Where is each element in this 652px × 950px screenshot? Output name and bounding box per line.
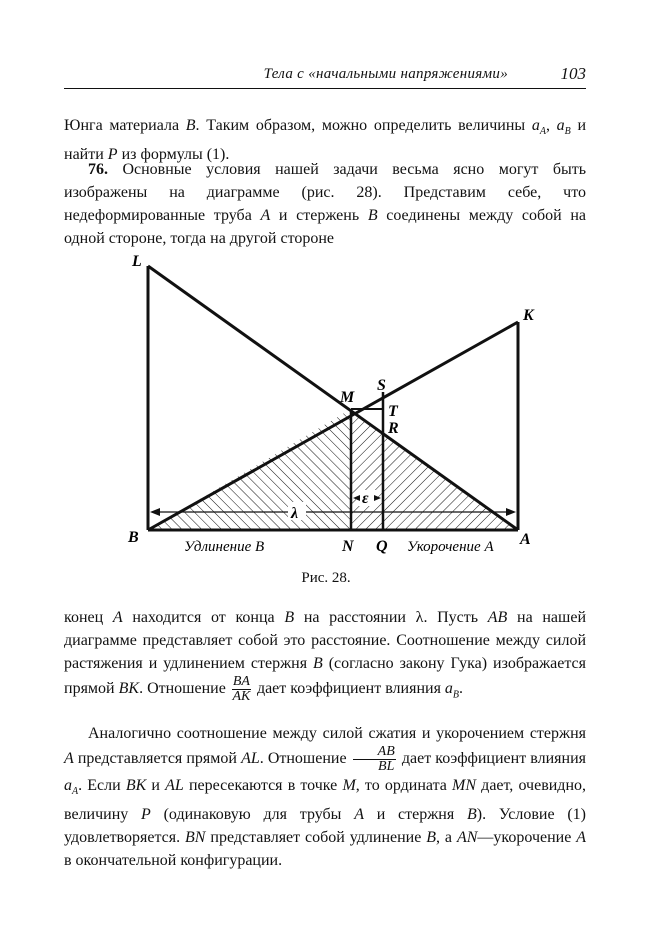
- label-L: L: [132, 253, 142, 270]
- figure-28-diagram: [120, 250, 550, 560]
- label-N: N: [342, 538, 354, 555]
- paragraph-4: Аналогично соотношение между силой сжатия и укорочением стержня A представляется прямой AL. Отношение $\frac{AB}{BL}$ дает коэффициент влияния $a_A$. Если BK и AL пересекаются в точке M, то ордината MN дает, очевидно, величину P (одинаковую для трубы A и стержня B). Условие (1) удовлетворяется. BN представляет собой удлинение B, а AN—укорочение A в окончательной конфигурации.: [64, 725, 587, 870]
- paragraph-1: Юнга материала B. Таким образом, можно определить величины $a_A$, $a_B$ и найти P из формулы (1).: [64, 117, 587, 164]
- label-K: K: [523, 307, 534, 324]
- fraction-AB-BL: $\frac{AB}{BL}$: [353, 745, 396, 774]
- lambda-arrowhead-left: [150, 508, 160, 516]
- label-elongation-B: Удлинение B: [184, 539, 265, 555]
- page-number: 103: [560, 64, 586, 83]
- paragraph-3: конец A находится от конца B на расстоянии λ. Пусть AB на нашей диаграмме представляет собой это расстояние. Соотношение между силой растяжения и удлинением стержня B (согласно закону Гука) изображается прямой BK. Отношение $\frac{BA}{AK}$ дает коэффициент влияния $a_B$.: [64, 609, 587, 704]
- problem-number: 76.: [88, 161, 108, 178]
- paragraph-2: 76. Основные условия нашей задачи весьма ясно могут быть изображены на диаграмме (рис. 28). Представим себе, что недеформированные труба A и стержень B соединены между собой на одной стороне, тогда на другой стороне: [64, 161, 587, 247]
- label-lambda: λ: [291, 505, 299, 522]
- fraction-BA-AK: $\frac{BA}{AK}$: [232, 674, 251, 704]
- label-R: R: [388, 420, 399, 437]
- lambda-arrowhead-right: [506, 508, 516, 516]
- label-A: A: [520, 531, 531, 548]
- running-title: Тела с «начальными напряжениями»: [263, 66, 508, 82]
- page-header: [64, 66, 586, 89]
- label-M: M: [340, 389, 355, 406]
- label-S: S: [377, 377, 386, 394]
- label-Q: Q: [376, 538, 388, 555]
- label-T: T: [388, 403, 398, 420]
- label-shortening-A: Укорочение A: [407, 539, 494, 555]
- figure-caption: Рис. 28.: [301, 570, 351, 586]
- label-B: B: [128, 529, 139, 546]
- label-epsilon: ε: [362, 490, 369, 507]
